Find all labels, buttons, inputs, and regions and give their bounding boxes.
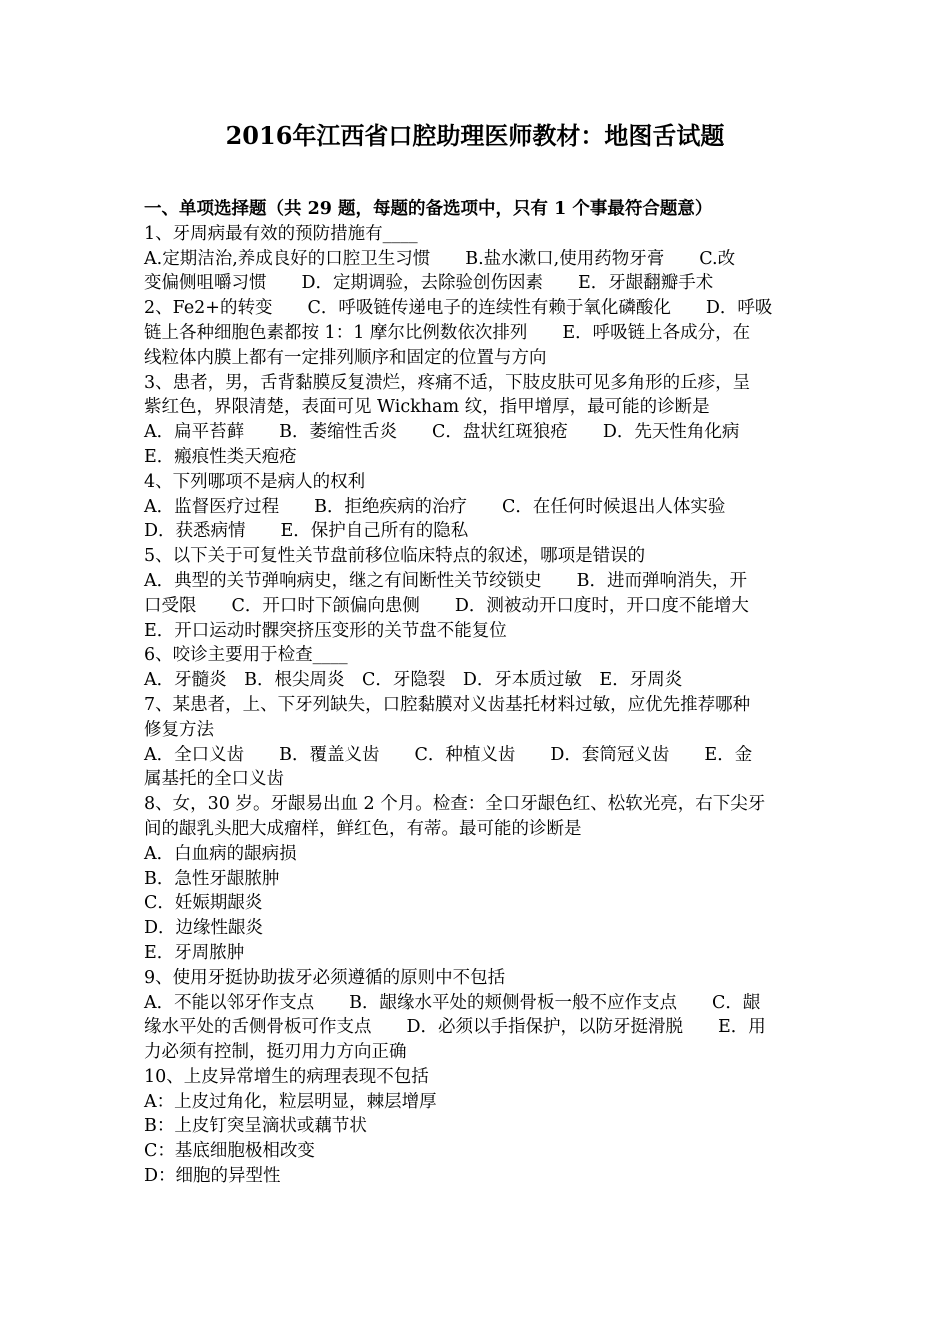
text-line: A．典型的关节弹响病史，继之有间断性关节绞锁史 B．进而弹响消失，开 [144,570,747,591]
text-line: A．全口义齿 B．覆盖义齿 C．种植义齿 D．套筒冠义齿 E．金 [144,744,753,765]
document-body [144,197,812,1189]
text-line: E．瘢痕性类天疱疮 [144,446,297,467]
text-line: 口受限 C．开口时下颌偏向患侧 D．测被动开口度时，开口度不能增大 [144,595,749,616]
question-lines [144,222,812,1189]
text-line: B：上皮钉突呈滴状或藕节状 [144,1116,367,1137]
text-line: A：上皮过角化，粒层明显，棘层增厚 [144,1091,437,1112]
text-line: 9、使用牙挺协助拔牙必须遵循的原则中不包括 [144,967,506,988]
text-line: 7、某患者，上、下牙列缺失，口腔黏膜对义齿基托材料过敏，应优先推荐哪种 [144,694,751,715]
text-line: 属基托的全口义齿 [144,769,284,790]
section-heading: 一、单项选择题（共 29 题，每题的备选项中，只有 1 个事最符合题意） [144,199,713,219]
document-title: 2016年江西省口腔助理医师教材：地图舌试题 [225,121,725,150]
text-line: 3、患者，男，舌背黏膜反复溃烂，疼痛不适，下肢皮肤可见多角形的丘疹，呈 [144,372,751,393]
text-line: 力必须有控制，挺刃用力方向正确 [144,1042,407,1063]
text-line: E．牙周脓肿 [144,942,245,963]
text-line: A.定期洁治,养成良好的口腔卫生习惯 B.盐水漱口,使用药物牙膏 C.改 [144,248,736,269]
text-line: D．边缘性龈炎 [144,918,264,939]
text-line: 变偏侧咀嚼习惯 D．定期调验，去除验创伤因素 E．牙龈翻瓣手术 [144,273,714,294]
text-line: 1、牙周病最有效的预防措施有____ [144,223,418,244]
text-line: A．白血病的龈病损 [144,843,297,864]
text-line: 2、Fe2+的转变 C．呼吸链传递电子的连续性有赖于氧化磷酸化 D．呼吸 [144,298,773,319]
text-line: 修复方法 [144,719,214,740]
text-line: C．妊娠期龈炎 [144,893,263,914]
text-line: D．获悉病情 E．保护自己所有的隐私 [144,521,469,542]
text-line: 间的龈乳头肥大成瘤样，鲜红色，有蒂。最可能的诊断是 [144,818,582,839]
text-line: A．不能以邻牙作支点 B．龈缘水平处的颊侧骨板一般不应作支点 C．龈 [144,992,761,1013]
text-line: A．扁平苔藓 B．萎缩性舌炎 C．盘状红斑狼疮 D．先天性角化病 [144,422,740,443]
text-line: 10、上皮异常增生的病理表现不包括 [144,1066,429,1087]
text-line: 紫红色，界限清楚，表面可见 Wickham 纹，指甲增厚，最可能的诊断是 [144,397,710,418]
text-line: 链上各种细胞色素都按 1：1 摩尔比例数依次排列 E．呼吸链上各成分，在 [144,322,751,343]
text-line: A．监督医疗过程 B．拒绝疾病的治疗 C．在任何时候退出人体实验 [144,496,726,517]
text-line: 线粒体内膜上都有一定排列顺序和固定的位置与方向 [144,347,547,368]
text-line: 缘水平处的舌侧骨板可作支点 D．必须以手指保护，以防牙挺滑脱 E．用 [144,1017,766,1038]
text-line: 8、女，30 岁。牙龈易出血 2 个月。检查：全口牙龈色红、松软光亮，右下尖牙 [144,794,766,815]
text-line: 4、下列哪项不是病人的权利 [144,471,366,492]
text-line: A．牙髓炎 B．根尖周炎 C．牙隐裂 D．牙本质过敏 E．牙周炎 [144,670,683,691]
text-line: C：基底细胞极相改变 [144,1141,315,1162]
text-line: 6、咬诊主要用于检查____ [144,645,348,666]
text-line: 5、以下关于可复性关节盘前移位临床特点的叙述，哪项是错误的 [144,546,646,567]
text-line: D：细胞的异型性 [144,1166,281,1187]
text-line: B．急性牙龈脓肿 [144,868,280,889]
text-line: E．开口运动时髁突挤压变形的关节盘不能复位 [144,620,507,641]
